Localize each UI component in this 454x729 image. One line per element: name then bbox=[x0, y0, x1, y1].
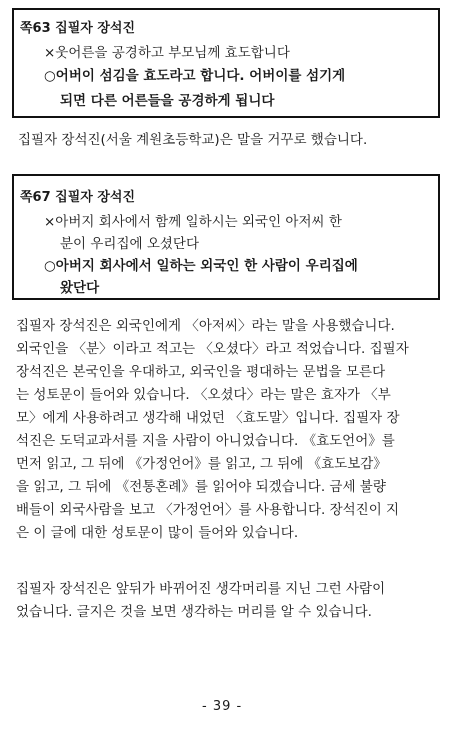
section1-heading: 쪽63 집필자 장석진 bbox=[20, 21, 136, 36]
section2-right-line: 왔단다 bbox=[60, 280, 100, 296]
section1-wrong-line: ×웃어른을 공경하고 부모님께 효도합니다 bbox=[44, 45, 290, 61]
paragraph2-line: 집필자 장석진은 앞뒤가 바뀌어진 생각머리를 지닌 그런 사람이 bbox=[16, 581, 386, 597]
section1-note: 집필자 장석진(서울 계원초등학교)은 말을 거꾸로 했습니다. bbox=[18, 132, 368, 148]
paragraph1-line: 을 읽고, 그 뒤에 《전통혼례》를 읽어야 되겠습니다. 금세 불량 bbox=[16, 479, 386, 495]
paragraph1-line: 는 성토문이 들어와 있습니다. 〈오셨다〉라는 말은 효자가 〈부 bbox=[16, 387, 391, 403]
section1-right-line: ○어버이 섬김을 효도라고 합니다. 어버이를 섬기게 bbox=[44, 68, 346, 84]
paragraph1-line: 모〉에게 사용하려고 생각해 내었던 〈효도말〉입니다. 집필자 장 bbox=[16, 410, 400, 426]
paragraph1-line: 집필자 장석진은 외국인에게 〈아저씨〉라는 말을 사용했습니다. bbox=[16, 318, 395, 334]
paragraph1-line: 먼저 읽고, 그 뒤에 《가정언어》를 읽고, 그 뒤에 《효도보감》 bbox=[16, 456, 387, 472]
section2-heading: 쪽67 집필자 장석진 bbox=[20, 190, 136, 205]
paragraph1-line: 외국인을 〈분〉이라고 적고는 〈오셨다〉라고 적었습니다. 집필자 bbox=[16, 341, 409, 357]
section2-right-line: ○아버지 회사에서 일하는 외국인 한 사람이 우리집에 bbox=[44, 258, 358, 274]
section2-wrong-line: 분이 우리집에 오셨단다 bbox=[60, 236, 199, 252]
paragraph2-line: 었습니다. 글지은 것을 보면 생각하는 머리를 알 수 있습니다. bbox=[16, 604, 372, 620]
paragraph1-line: 배들이 외국사람을 보고 〈가정언어〉를 사용합니다. 장석진이 지 bbox=[16, 502, 400, 518]
section2-wrong-line: ×아버지 회사에서 함께 일하시는 외국인 아저씨 한 bbox=[44, 214, 342, 230]
paragraph1-line: 장석진은 본국인을 우대하고, 외국인을 평대하는 문법을 모른다 bbox=[16, 364, 386, 380]
paragraph1-line: 석진은 도덕교과서를 지을 사람이 아니었습니다. 《효도언어》를 bbox=[16, 433, 395, 449]
page-number: - 39 - bbox=[202, 699, 243, 714]
paragraph1-line: 은 이 글에 대한 성토문이 많이 들어와 있습니다. bbox=[16, 525, 299, 541]
section1-right-line: 되면 다른 어른들을 공경하게 됩니다 bbox=[60, 93, 275, 109]
